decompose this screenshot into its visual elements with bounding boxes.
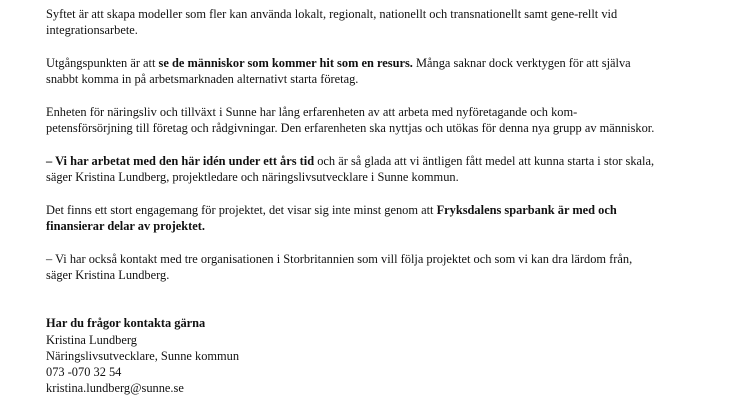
- contact-title: Näringslivsutvecklare, Sunne kommun: [46, 348, 240, 363]
- paragraph-starting-point-intro: Utgångspunkten är att: [46, 56, 159, 70]
- paragraph-uk-contact-text: – Vi har också kontakt med tre organisationen i Storbritannien som vill följa projektet och som vi kan dra lärdom från, säger Kristina Lundberg.: [46, 252, 633, 283]
- paragraph-gap: [46, 136, 656, 153]
- paragraph-purpose-text: Syftet är att skapa modeller som fler kan använda lokalt, regionalt, nationellt och transnationellt samt gene-rellt vid integrationsarbete.: [46, 7, 618, 38]
- paragraph-purpose: [46, 6, 656, 38]
- paragraph-starting-point-bold: se de människor som kommer hit som en resurs.: [158, 56, 413, 70]
- paragraph-uk-contact: [46, 251, 656, 283]
- paragraph-gap: [46, 87, 656, 104]
- paragraph-quote-rest: och är så glada att vi äntligen fått medel att kunna starta i stor skala, säger Kristina Lundberg, projektledare och näringslivsutvecklare i Sunne kommun.: [46, 154, 655, 185]
- contact-phone: 073 -070 32 54: [46, 365, 122, 380]
- paragraph-starting-point-rest: Många saknar dock verktygen för att själva snabbt komma in på arbetsmarknaden alternativt starta företag.: [46, 56, 631, 87]
- contact-heading: Har du frågor kontakta gärna: [46, 316, 206, 331]
- section-gap: [46, 283, 656, 315]
- contact-name: Kristina Lundberg: [46, 332, 137, 347]
- paragraph-gap: [46, 234, 656, 251]
- paragraph-gap: [46, 185, 656, 202]
- document-body: [46, 6, 656, 396]
- paragraph-quote-bold: – Vi har arbetat med den här idén under ett års tid: [46, 154, 315, 168]
- paragraph-starting-point: [46, 55, 656, 87]
- paragraph-unit-experience: [46, 104, 656, 136]
- contact-block: [46, 315, 656, 396]
- paragraph-engagement: [46, 202, 656, 234]
- paragraph-engagement-intro: Det finns ett stort engagemang för projektet, det visar sig inte minst genom att: [46, 203, 437, 217]
- paragraph-unit-experience-text: Enheten för näringsliv och tillväxt i Sunne har lång erfarenheten av att arbeta med nyföretagande och kom-petensförsörjning till företag och rådgivningar. Den erfarenheten ska nyttjas och utökas för denna nya grupp av människor.: [46, 105, 655, 136]
- paragraph-engagement-bold: Fryksdalens sparbank är med och finansierar delar av projektet.: [46, 203, 617, 234]
- paragraph-quote-lundberg: [46, 153, 656, 185]
- contact-email: kristina.lundberg@sunne.se: [46, 381, 184, 396]
- paragraph-gap: [46, 38, 656, 55]
